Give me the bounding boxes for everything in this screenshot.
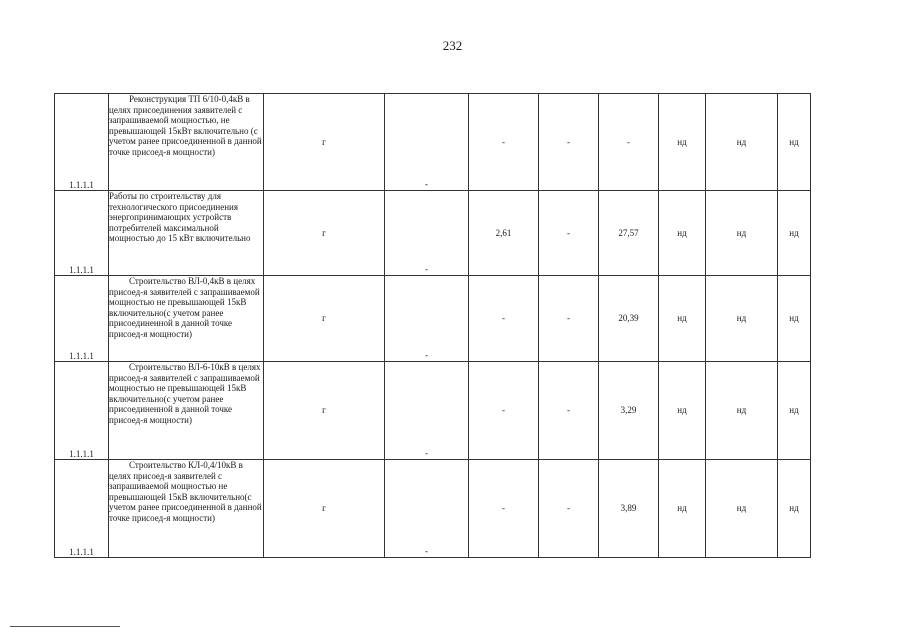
row-col10: нд — [778, 276, 811, 362]
row-unit: г — [264, 94, 385, 191]
row-unit: г — [264, 460, 385, 558]
table-row — [55, 191, 811, 276]
table-row — [55, 276, 811, 362]
row-col4-value: - — [425, 263, 428, 274]
row-col9: нд — [706, 362, 778, 460]
row-col8: нд — [659, 94, 706, 191]
row-col5: - — [469, 94, 539, 191]
row-col6: - — [539, 191, 599, 276]
row-col6: - — [539, 362, 599, 460]
row-code: 1.1.1.1 — [55, 460, 109, 558]
row-code: 1.1.1.1 — [55, 191, 109, 276]
row-col4-value: - — [425, 349, 428, 360]
table-row — [55, 94, 811, 191]
row-unit: г — [264, 362, 385, 460]
row-col4-value: - — [425, 178, 428, 189]
row-description: Строительство ВЛ-6-10кВ в целях присоед-я заявителей с запрашиваемой мощностью не превышающей 15кВ включительно(с учетом ранее присоединенной в данной точке присоед-я мощности) — [109, 362, 264, 460]
row-unit: г — [264, 191, 385, 276]
row-col6: - — [539, 94, 599, 191]
row-code: 1.1.1.1 — [55, 276, 109, 362]
row-col6: - — [539, 460, 599, 558]
row-unit: г — [264, 276, 385, 362]
row-col4 — [385, 460, 469, 558]
row-col4-value: - — [425, 545, 428, 556]
investment-table — [54, 93, 811, 558]
row-col7: 20,39 — [599, 276, 659, 362]
row-col4-value: - — [425, 447, 428, 458]
row-col8: нд — [659, 460, 706, 558]
row-col8: нд — [659, 191, 706, 276]
table-row — [55, 362, 811, 460]
row-col6: - — [539, 276, 599, 362]
row-col10: нд — [778, 362, 811, 460]
row-col7: - — [599, 94, 659, 191]
row-col7: 3,29 — [599, 362, 659, 460]
row-col9: нд — [706, 94, 778, 191]
row-col9: нд — [706, 276, 778, 362]
table-row — [55, 460, 811, 558]
row-code: 1.1.1.1 — [55, 362, 109, 460]
page-number: 232 — [442, 38, 463, 53]
row-col9: нд — [706, 460, 778, 558]
row-description: Реконструкция ТП 6/10-0,4кВ в целях присоединения заявителей с запрашиваемой мощностью, не превышающей 15кВт включительно (с учетом ранее присоединенной в данной точке присоед-я мощности) — [109, 94, 264, 191]
row-col10: нд — [778, 460, 811, 558]
row-col5: 2,61 — [469, 191, 539, 276]
row-col10: нд — [778, 94, 811, 191]
row-col7: 3,89 — [599, 460, 659, 558]
row-code: 1.1.1.1 — [55, 94, 109, 191]
row-col4 — [385, 94, 469, 191]
footnote-divider — [10, 626, 120, 627]
row-col4 — [385, 191, 469, 276]
row-col4 — [385, 362, 469, 460]
row-col10: нд — [778, 191, 811, 276]
row-description: Работы по строительству для технологического присоединения энергопринимающих устройств потребителей максимальной мощностью до 15 кВт включительно — [109, 191, 264, 276]
row-description: Строительство КЛ-0,4/10кВ в целях присоед-я заявителей с запрашиваемой мощностью не превышающей 15кВ включительно(с учетом ранее присоединенной в данной точке присоед-я мощности) — [109, 460, 264, 558]
row-col5: - — [469, 276, 539, 362]
row-col4 — [385, 276, 469, 362]
row-col8: нд — [659, 276, 706, 362]
row-col7: 27,57 — [599, 191, 659, 276]
row-col5: - — [469, 460, 539, 558]
row-col5: - — [469, 362, 539, 460]
row-col9: нд — [706, 191, 778, 276]
row-col8: нд — [659, 362, 706, 460]
row-description: Строительство ВЛ-0,4кВ в целях присоед-я заявителей с запрашиваемой мощностью не превышающей 15кВ включительно(с учетом ранее присоединенной в данной точке присоед-я мощности) — [109, 276, 264, 362]
